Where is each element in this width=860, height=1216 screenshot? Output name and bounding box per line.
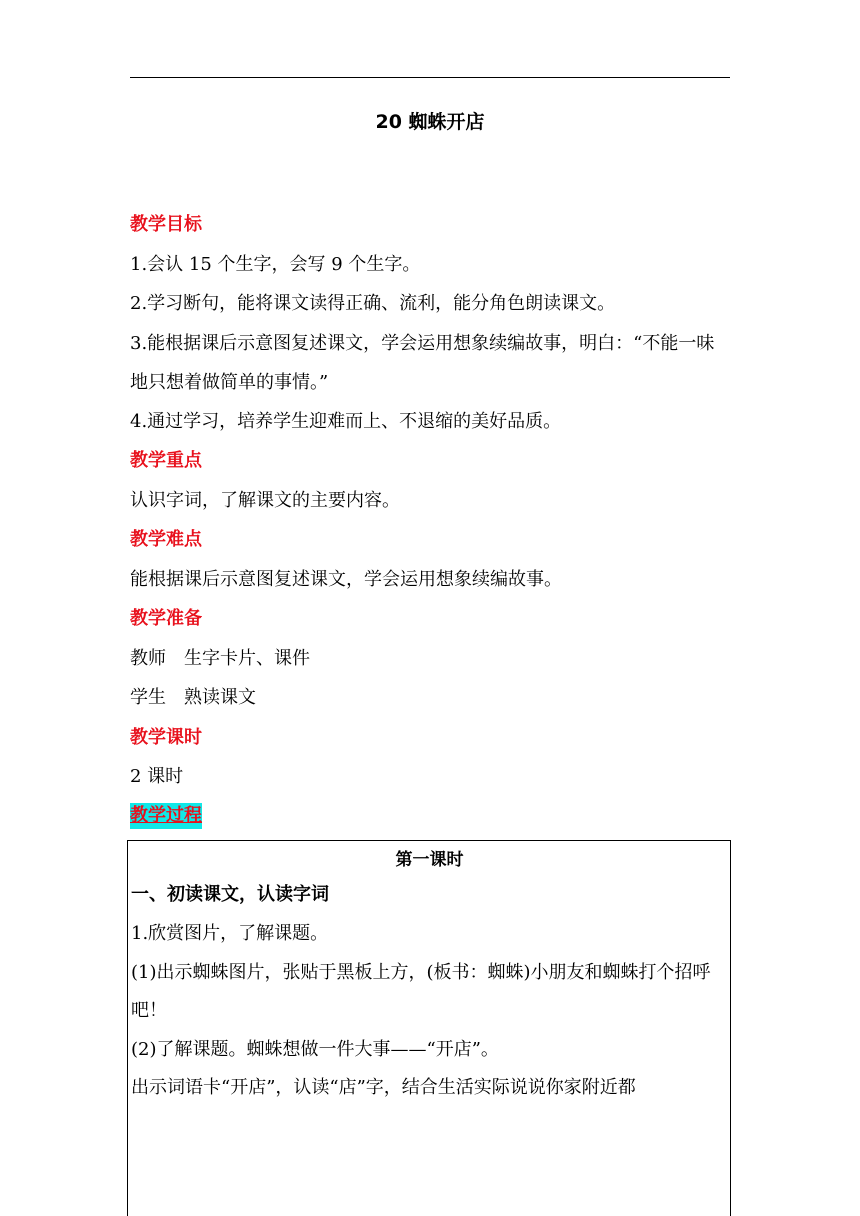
preparation-heading: 教学准备	[130, 608, 202, 629]
periods-heading: 教学课时	[130, 726, 202, 748]
process-paragraph: (1)出示蜘蛛图片，张贴于黑板上方，(板书：蜘蛛)小朋友和蜘蛛打个招呼吧！	[131, 961, 711, 1021]
key-points-heading: 教学重点	[130, 450, 202, 471]
difficulties-heading: 教学难点	[130, 529, 202, 550]
objective-item: 1.会认 15 个生字，会写 9 个生字。	[130, 253, 421, 275]
document-title: 20 蜘蛛开店	[375, 111, 485, 133]
periods-text: 2 课时	[130, 766, 184, 787]
objectives-heading: 教学目标	[130, 214, 202, 235]
objective-item: 3.能根据课后示意图复述课文，学会运用想象续编故事，明白：“不能一味地只想着做简单的事情。”	[130, 332, 715, 393]
objective-item: 4.通过学习，培养学生迎难而上、不退缩的美好品质。	[130, 410, 562, 432]
period-title: 第一课时	[395, 850, 464, 870]
section-title: 一、初读课文，认读字词	[131, 884, 329, 905]
process-paragraph: 1.欣赏图片，了解课题。	[131, 923, 329, 944]
header-rule	[130, 77, 730, 78]
process-heading: 教学过程	[130, 803, 202, 829]
process-paragraph: (2)了解课题。蜘蛛想做一件大事——“开店”。	[131, 1038, 499, 1060]
process-table-cell	[128, 841, 730, 1108]
difficulties-text: 能根据课后示意图复述课文，学会运用想象续编故事。	[130, 568, 562, 590]
process-paragraph: 出示词语卡“开店”，认读“店”字，结合生活实际说说你家附近都	[131, 1077, 636, 1098]
lesson-plan-body	[130, 205, 730, 829]
process-table	[127, 840, 731, 1216]
preparation-student: 学生 熟读课文	[130, 687, 256, 708]
objective-item: 2.学习断句，能将课文读得正确、流利，能分角色朗读课文。	[130, 293, 616, 314]
key-points-text: 认识字词，了解课文的主要内容。	[130, 489, 400, 511]
preparation-teacher: 教师 生字卡片、课件	[130, 647, 310, 669]
